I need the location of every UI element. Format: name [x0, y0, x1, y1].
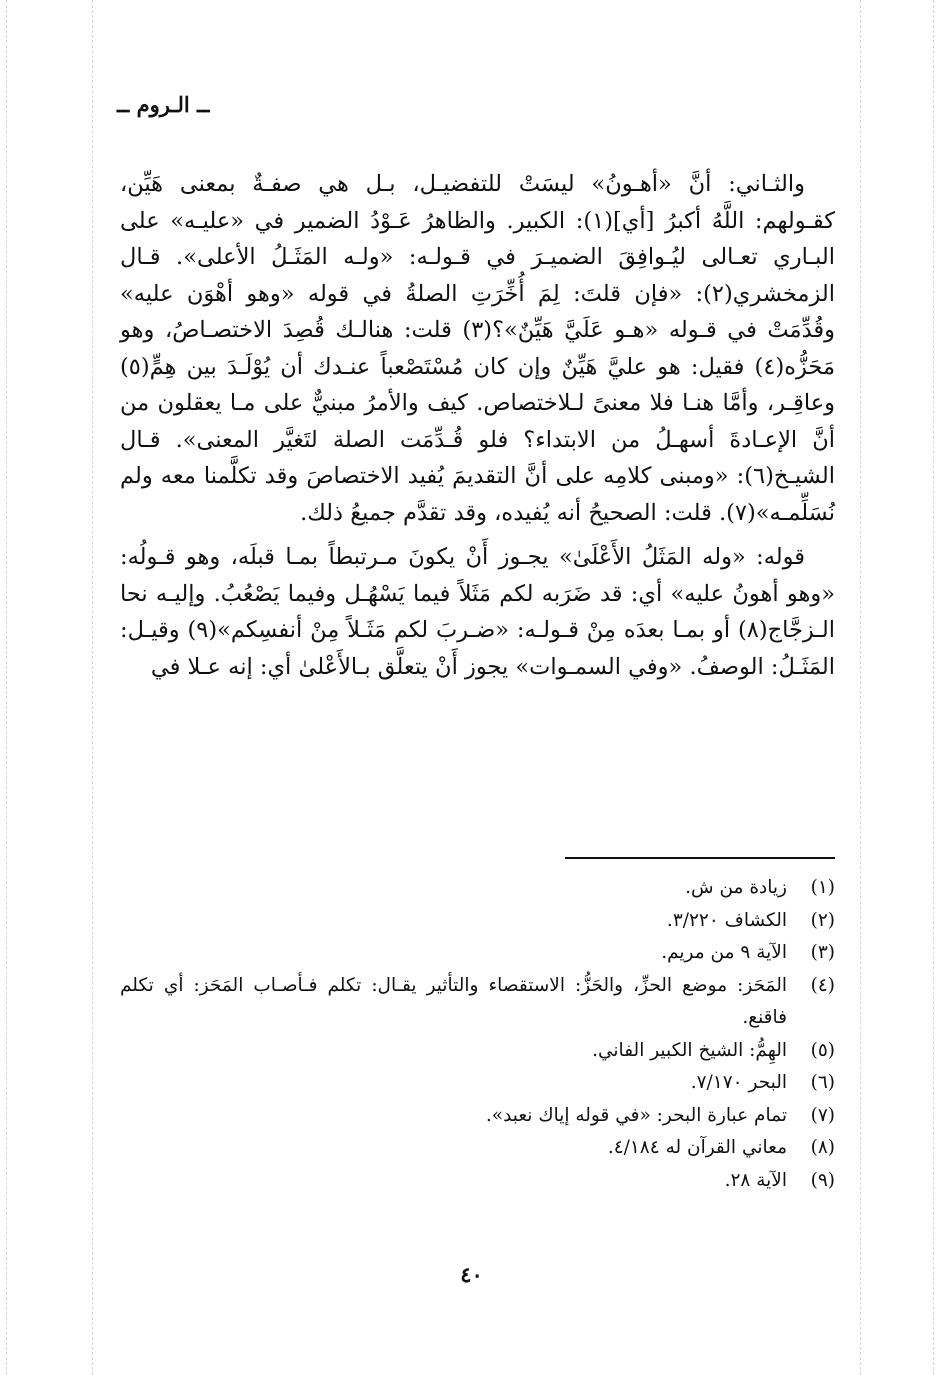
footnote-number: (٧) — [810, 1104, 835, 1126]
footnote — [120, 937, 835, 970]
footnote-number: (٥) — [810, 1039, 835, 1061]
footnote — [120, 1100, 835, 1133]
paragraph: والثـاني: أنَّ «أهـونُ» ليسَتْ للتفضيـل، بـل هي صفـةٌ بمعنى هَيِّن، كقـولهم: اللَّهُ أكبرُ [أي](١): الكبير. والظاهرُ عَـوْدُ الضمير في «عليـه» على البـاري تعـالى ليُـوافِقَ الضميـرَ في قـولـه: «ولـه المَثَـلُ الأعلى». قـال الزمخشري(٢): «فإن قلتَ: لِمَ أُخِّرَتِ الصلةُ في قوله «وهو أهْوَن عليه» وقُدِّمَتْ في قـوله «هـو عَلَيَّ هَيِّنٌ»؟(٣) قلت: هنالـك قُصِدَ الاختصـاصُ، وهو مَحَزُّه(٤) فقيل: هو عليَّ هَيِّنٌ وإن كان مُسْتَصْعباً عنـدك أن يُوْلَـدَ بين هِمٍّ(٥) وعاقِـر، وأمَّا هنـا فلا معنىً لـلاختصاص. كيف والأمرُ مبنيٌّ على مـا يعقلون من أنَّ الإعـادةَ أسهـلُ من الابتداء؟ فلو قُـدِّمَت الصلة لتَغيَّر المعنى». قـال الشيـخ(٦): «ومبنى كلامِه على أنَّ التقديمَ يُفيد الاختصاصَ وقد تكلَّمنا معه ولم نُسَلِّمـه»(٧). قلت: الصحيحُ أنه يُفيده، وقد تقدَّم جميعُ ذلك. — [120, 171, 836, 526]
crop-mark — [860, 0, 861, 1375]
footnote-text: المَحَز: موضع الحزِّ، والحَزُّ: الاستقصاء والتأثير يقـال: تكلم فـأصـاب المَحَز: أي تكلم فاقنع. — [120, 974, 787, 1028]
paragraph: قوله: «وله المَثَلُ الأَعْلَىٰ» يجـوز أَنْ يكونَ مـرتبطاً بمـا قبلَه، وهو قـولُه: «وهو أهونُ عليه» أي: قد ضَرَبه لكم مَثَلاً فيما يَسْهُـل وفيما يَصْعُبُ. وإليـه نحا الـزجَّاج(٨) أو بمـا بعدَه مِنْ قـولـه: «ضـربَ لكم مَثَـلاً مِنْ أنفسِكم»(٩) وقيـل: المَثَـلُ: الوصفُ. «وفي السمـوات» يجوز أَنْ يتعلَّق بـالأَعْلىٰ أي: إنه عـلا في — [120, 544, 835, 680]
crop-mark — [933, 0, 934, 1375]
footnote-number: (٨) — [810, 1137, 835, 1158]
footnotes-list — [120, 872, 835, 1197]
footnote-text: البحر ٧/١٧٠. — [690, 1072, 787, 1093]
footnote-number: (١) — [810, 877, 835, 898]
footnote-number: (٩) — [810, 1169, 835, 1191]
page-number: ٤٠ — [460, 1262, 483, 1287]
footnote-text: الآية ٩ من مريم. — [661, 942, 787, 963]
footnote-text: تمام عبارة البحر: «في قوله إياك نعبد». — [485, 1104, 787, 1126]
footnote — [120, 1067, 835, 1100]
footnote-text: زيادة من ش. — [685, 877, 787, 898]
footnote-number: (٦) — [810, 1072, 835, 1093]
footnote — [120, 1132, 835, 1165]
crop-mark — [92, 0, 93, 1375]
footnote — [120, 1165, 835, 1198]
footnote-number: (٤) — [810, 974, 835, 996]
footnote-text: الآية ٢٨. — [724, 1169, 787, 1191]
footnote-text: الهِمُّ: الشيخ الكبير الفاني. — [592, 1039, 787, 1061]
footnote-separator — [565, 857, 835, 859]
footnote — [120, 905, 835, 938]
crop-mark — [6, 0, 7, 1375]
running-header: ــ الـروم ــ — [117, 92, 210, 117]
footnote — [120, 970, 835, 1035]
main-text — [120, 166, 835, 685]
footnote-number: (٣) — [810, 942, 835, 963]
footnote-text: معاني القرآن له ٤/١٨٤. — [607, 1137, 787, 1158]
footnote-text: الكشاف ٣/٢٢٠. — [666, 909, 787, 931]
footnote — [120, 872, 835, 905]
footnote — [120, 1035, 835, 1068]
footnote-number: (٢) — [810, 909, 835, 931]
